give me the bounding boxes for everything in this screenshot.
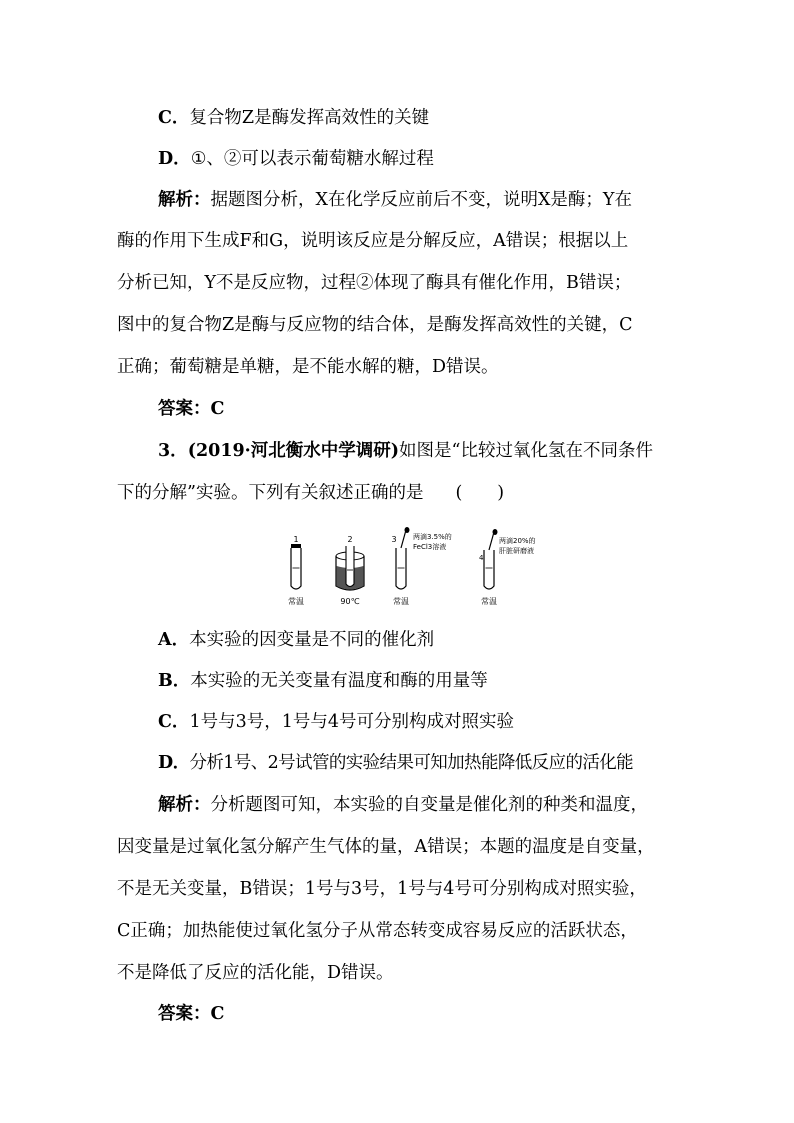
answer-blank: ( ) — [455, 483, 505, 503]
dropper-icon — [401, 530, 406, 548]
test-tube-1 — [288, 535, 304, 606]
analysis-1-line-5: 正确；葡萄糖是单糖，是不能水解的糖，D错误。 — [117, 357, 499, 377]
option-text: 分析1号、2号试管的实验结果可知加热能降低反应的活化能 — [189, 753, 634, 773]
option-label: B． — [158, 671, 191, 691]
analysis-label: 解析： — [158, 190, 211, 210]
tube-stopper — [291, 544, 301, 548]
option-d-top — [158, 147, 434, 171]
option-label: D． — [158, 149, 191, 169]
tube-number: 2 — [347, 535, 353, 544]
analysis-text: 据题图分析，X在化学反应前后不变，说明X是酶；Y在 — [210, 190, 632, 210]
question-number: 3． — [158, 441, 188, 461]
question-3-line-2 — [117, 481, 504, 505]
option-label: C． — [158, 712, 190, 732]
tube-glass — [291, 548, 301, 589]
option-text: 本实验的因变量是不同的催化剂 — [189, 630, 435, 650]
reagent-label: FeCl3溶液 — [413, 543, 447, 551]
tube-number: 1 — [293, 535, 299, 544]
option-b-q3 — [158, 669, 488, 693]
tube-condition: 常温 — [481, 597, 497, 606]
test-tube-4 — [479, 529, 536, 606]
option-a-q3 — [158, 628, 434, 652]
option-text: 复合物Z是酶发挥高效性的关键 — [189, 108, 430, 128]
answer-1 — [158, 397, 224, 421]
analysis-1-line-3: 分析已知，Y不是反应物，过程②体现了酶具有催化作用，B错误； — [117, 273, 632, 293]
tube-number: 4 — [479, 554, 484, 562]
answer-label: 答案： — [158, 399, 211, 419]
analysis-1-line-4: 图中的复合物Z是酶与反应物的结合体，是酶发挥高效性的关键，C — [117, 315, 633, 335]
tube-condition: 常温 — [393, 597, 409, 606]
answer-value: C — [210, 399, 225, 419]
analysis-1-line-2: 酶的作用下生成F和G，说明该反应是分解反应，A错误；根据以上 — [117, 231, 629, 251]
test-tube-3 — [391, 527, 451, 606]
analysis-label: 解析： — [158, 795, 211, 815]
analysis-1-line-1 — [158, 188, 632, 212]
answer-label: 答案： — [158, 1004, 211, 1024]
analysis-2-line-3: 不是无关变量，B错误；1号与3号，1号与4号可分别构成对照实验， — [117, 879, 647, 899]
option-text: ①、②可以表示葡萄糖水解过程 — [190, 149, 434, 169]
question-text: 如图是“比较过氧化氢在不同条件 — [399, 441, 653, 461]
answer-2 — [158, 1002, 224, 1026]
analysis-2-line-1 — [158, 793, 648, 817]
dropper-icon — [489, 532, 494, 550]
question-text: 下的分解”实验。下列有关叙述正确的是 — [117, 483, 424, 503]
reagent-label: 两滴3.5%的 — [413, 533, 452, 541]
tube-condition: 常温 — [288, 597, 304, 606]
analysis-2-line-2: 因变量是过氧化氢分解产生气体的量，A错误；本题的温度是自变量， — [117, 837, 655, 857]
reagent-label: 肝脏研磨液 — [499, 547, 534, 555]
dropper-bulb — [493, 529, 498, 535]
test-tube-2 — [336, 535, 364, 606]
tube-glass — [396, 548, 406, 589]
analysis-text: 分析题图可知，本实验的自变量是催化剂的种类和温度， — [210, 795, 648, 815]
reagent-label: 两滴20%的 — [499, 537, 536, 545]
test-tube-figure — [270, 526, 536, 614]
option-d-q3 — [158, 751, 633, 775]
tube-glass — [346, 546, 354, 587]
analysis-2-line-5: 不是降低了反应的活化能，D错误。 — [117, 963, 394, 983]
option-text: 1号与3号，1号与4号可分别构成对照实验 — [189, 712, 514, 732]
option-label: D． — [158, 753, 190, 773]
analysis-2-line-4: C正确；加热能使过氧化氢分子从常态转变成容易反应的活跃状态， — [117, 921, 638, 941]
tube-number: 3 — [391, 535, 397, 544]
option-label: A． — [158, 630, 190, 650]
dropper-bulb — [405, 527, 410, 533]
option-label: C． — [158, 108, 190, 128]
option-c-top — [158, 106, 429, 130]
option-c-q3 — [158, 710, 514, 734]
question-source: (2019·河北衡水中学调研) — [187, 441, 400, 461]
answer-value: C — [210, 1004, 225, 1024]
tube-glass — [484, 550, 494, 589]
option-text: 本实验的无关变量有温度和酶的用量等 — [190, 671, 488, 691]
tube-condition: 90℃ — [340, 597, 360, 606]
question-3-line-1 — [158, 439, 653, 463]
